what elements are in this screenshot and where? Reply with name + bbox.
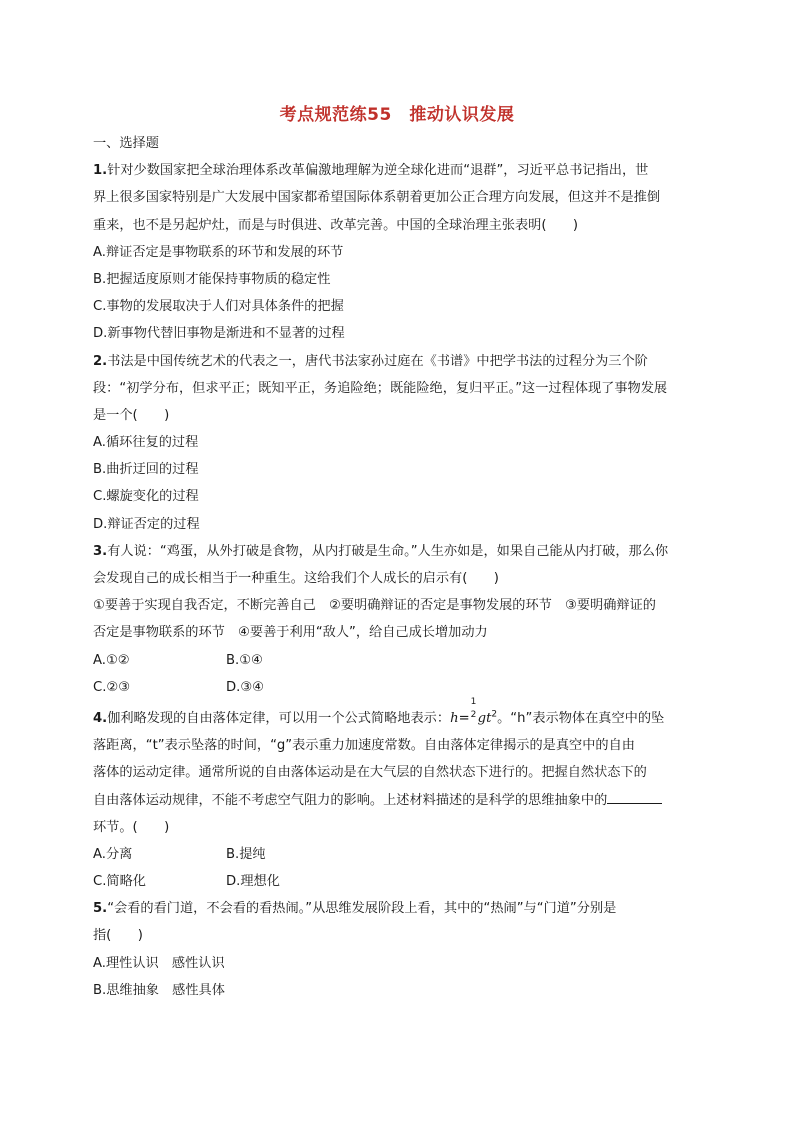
option-a[interactable]: A.理性认识 感性认识 (93, 955, 225, 971)
question-stem-line: 落体的运动定律。通常所说的自由落体运动是在大气层的自然状态下进行的。把握自然状态下的 (93, 765, 647, 781)
option-a[interactable]: A.①② (93, 652, 130, 668)
question-stem-line: 是一个( ) (93, 407, 170, 423)
option-a[interactable]: A.辩证否定是事物联系的环节和发展的环节 (93, 244, 344, 260)
question-1 (93, 157, 697, 347)
option-b[interactable]: B.①④ (226, 652, 263, 668)
question-stem-line: 会发现自己的成长相当于一种重生。这给我们个人成长的启示有( ) (93, 571, 499, 586)
option-a[interactable]: A.分离 (93, 846, 133, 862)
option-c[interactable]: C.事物的发展取决于人们对具体条件的把握 (93, 299, 344, 315)
document-body (93, 130, 697, 1004)
question-stem-line: 有人说：“鸡蛋，从外打破是食物，从内打破是生命。”人生亦如是，如果自己能从内打破，那么你 (107, 543, 669, 559)
question-number: 1. (93, 163, 108, 179)
option-c[interactable]: C.螺旋变化的过程 (93, 489, 199, 505)
option-a[interactable]: A.循环往复的过程 (93, 435, 199, 451)
question-number: 2. (93, 353, 108, 369)
question-stem-line: 自由落体运动规律，不能不考虑空气阻力的影响。上述材料描述的是科学的思维抽象中的 (93, 792, 608, 808)
question-5 (93, 895, 697, 1004)
question-stem-line: 段：“初学分布，但求平正；既知平正，务追险绝；既能险绝，复归平正。”这一过程体现了事物发展 (93, 380, 668, 396)
answer-blank[interactable] (607, 789, 662, 804)
option-d[interactable]: D.③④ (226, 679, 264, 695)
option-b[interactable]: B.把握适度原则才能保持事物质的稳定性 (93, 271, 331, 287)
option-d[interactable]: D.理想化 (226, 874, 280, 890)
question-stem-line: 界上很多国家特别是广大发展中国家都希望国际体系朝着更加公正合理方向发展，但这并不是推倒 (93, 190, 661, 206)
question-stem-line: 书法是中国传统艺术的代表之一，唐代书法家孙过庭在《书谱》中把学书法的过程分为三个阶 (107, 353, 648, 369)
option-b[interactable]: B.思维抽象 感性具体 (93, 982, 225, 998)
question-2 (93, 348, 697, 538)
question-4: 4.伽利略发现的自由落体定律，可以用一个公式简略地表示：h= 1 2 $gt^2$。“h”表示物体在真空中的坠 落距离，“t”表示坠落的时间，“g”表示重力加速度常数。自由落体定律揭示的是真空中的自由 落体的运动定律。通常所说的自由落体运动是在大气层的自然状态下进行的。把握自然状态下的 自由落体运动规律，不能不考虑空气阻力的影响。上述材料描述的是科学的思维抽象中的 环节。( ) A.分离 B.提纯 C.简略化 D.理想化 (93, 705, 697, 895)
question-number: 5. (93, 901, 108, 917)
question-stem-line: “会看的看门道，不会看的看热闹。”从思维发展阶段上看，其中的“热闹”与“门道”分别是 (107, 901, 617, 917)
option-d[interactable]: D.新事物代替旧事物是渐进和不显著的过程 (93, 326, 345, 342)
formula: h= 1 2 $gt^2$ (450, 696, 498, 726)
page-title: 考点规范练55 推动认识发展 (279, 105, 515, 125)
question-stem-line: 环节。( ) (93, 819, 170, 835)
section-heading: 一、选择题 (93, 136, 159, 151)
question-stem-line: 针对少数国家把全球治理体系改革偏激地理解为逆全球化进而“退群”，习近平总书记指出，世 (107, 163, 649, 179)
statement-line: ①要善于实现自我否定，不断完善自己 ②要明确辩证的否定是事物发展的环节 ③要明确辩证的 (93, 598, 656, 614)
question-stem-line: 落距离，“t”表示坠落的时间，“g”表示重力加速度常数。自由落体定律揭示的是真空中的自由 (93, 738, 635, 754)
question-number: 3. (93, 543, 108, 559)
option-b[interactable]: B.曲折迂回的过程 (93, 462, 199, 478)
question-stem-line: 伽利略发现的自由落体定律，可以用一个公式简略地表示： (107, 710, 451, 726)
question-3 (93, 538, 697, 701)
fraction: 1 2 (470, 696, 477, 720)
option-d[interactable]: D.辩证否定的过程 (93, 516, 200, 532)
question-stem-line: 指( ) (93, 928, 143, 944)
question-number: 4. (93, 710, 108, 726)
question-stem-line: 重来，也不是另起炉灶，而是与时俱进、改革完善。中国的全球治理主张表明( ) (93, 217, 579, 233)
statement-line: 否定是事物联系的环节 ④要善于利用“敌人”，给自己成长增加动力 (93, 625, 488, 641)
option-b[interactable]: B.提纯 (226, 846, 266, 862)
option-c[interactable]: C.简略化 (93, 874, 146, 890)
option-c[interactable]: C.②③ (93, 679, 131, 695)
